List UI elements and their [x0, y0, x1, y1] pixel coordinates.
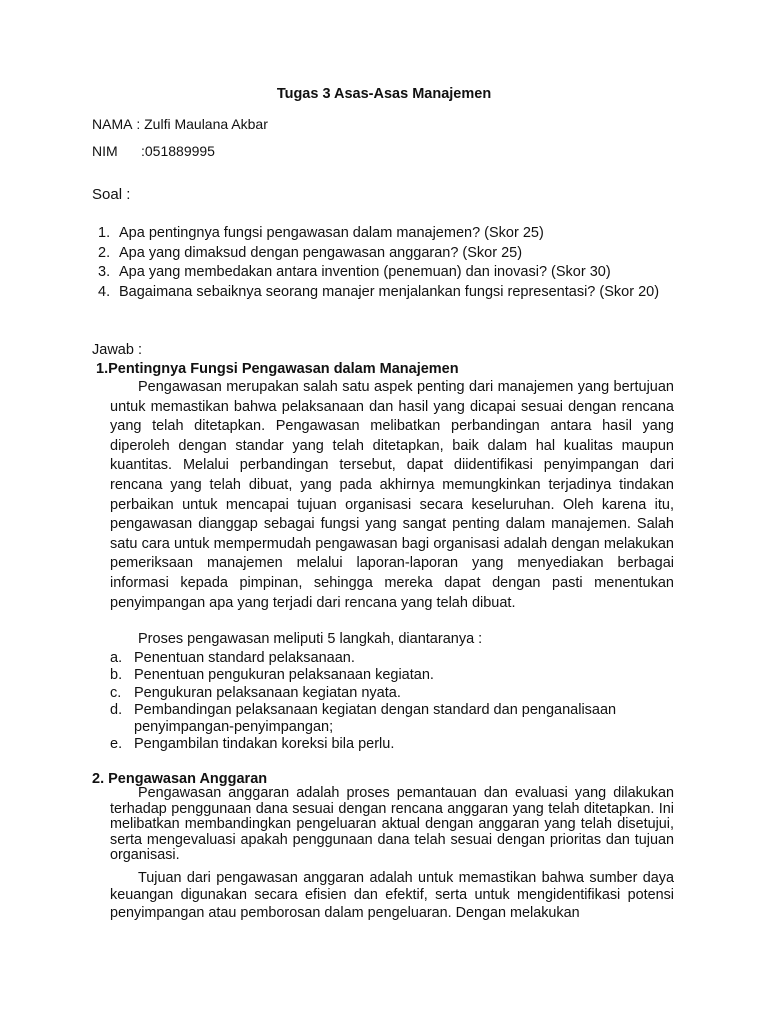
section-2-paragraph-1: Pengawasan anggaran adalah proses pemantauan dan evaluasi yang dilakukan terhadap penggunaan dana sesuai dengan rencana anggaran yang telah ditetapkan. Ini melibatkan membandingkan pengeluaran aktual dengan anggaran yang telah disetujui, serta mengevaluasi apakah penggunaan dana telah sesuai dengan prioritas dan tujuan organisasi.: [110, 785, 674, 864]
step-item: [92, 685, 674, 702]
section-2-heading: 2. Pengawasan Anggaran: [92, 771, 268, 787]
questions-list: [92, 224, 682, 302]
step-letter: e.: [110, 736, 123, 753]
step-text: Pembandingan pelaksanaan kegiatan dengan standard dan penganalisaan penyimpangan-penyimpangan;: [134, 701, 617, 736]
question-item: [92, 244, 682, 264]
nim-label: NIM: [92, 143, 118, 159]
section-1-heading: 1.Pentingnya Fungsi Pengawasan dalam Manajemen: [96, 361, 459, 377]
question-item: [92, 263, 682, 283]
step-letter: b.: [110, 667, 123, 684]
step-item: [92, 736, 674, 753]
step-text: Penentuan standard pelaksanaan.: [134, 650, 355, 666]
document-title: Tugas 3 Asas-Asas Manajemen: [276, 86, 492, 102]
question-number: 2.: [98, 244, 111, 261]
step-text: Pengambilan tindakan koreksi bila perlu.: [134, 736, 395, 753]
question-text: Apa yang dimaksud dengan pengawasan anggaran? (Skor 25): [119, 244, 523, 261]
name-value: : Zulfi Maulana Akbar: [136, 116, 268, 132]
step-text: Penentuan pengukuran pelaksanaan kegiatan.: [134, 667, 434, 684]
question-number: 3.: [98, 264, 111, 280]
student-nim-line: [92, 143, 215, 159]
answers-heading: Jawab :: [92, 342, 142, 358]
question-text: Bagaimana sebaiknya seorang manajer menjalankan fungsi representasi? (Skor 20): [119, 283, 660, 300]
step-item: [92, 667, 674, 684]
step-letter: a.: [110, 650, 123, 666]
step-item: [92, 702, 674, 737]
step-item: [92, 650, 674, 667]
question-text: Apa pentingnya fungsi pengawasan dalam manajemen? (Skor 25): [119, 225, 544, 241]
question-text: Apa yang membedakan antara invention (penemuan) dan inovasi? (Skor 30): [119, 264, 611, 280]
nim-value: :051889995: [141, 143, 215, 159]
step-letter: d.: [110, 701, 123, 718]
step-text: Pengukuran pelaksanaan kegiatan nyata.: [134, 684, 401, 701]
section-2-paragraph-2: Tujuan dari pengawasan anggaran adalah untuk memastikan bahwa sumber daya keuangan digunakan secara efisien dan efektif, serta untuk mengidentifikasi potensi penyimpangan atau pemborosan dalam pengeluaran. Dengan melakukan: [110, 870, 674, 921]
section-1-paragraph-2: Proses pengawasan meliputi 5 langkah, diantaranya :: [138, 631, 483, 647]
question-item: [92, 283, 682, 303]
step-letter: c.: [110, 684, 122, 701]
student-name-line: [92, 116, 268, 132]
control-steps-list: [92, 650, 674, 754]
question-item: [92, 224, 682, 244]
question-number: 1.: [98, 225, 111, 241]
question-number: 4.: [98, 283, 111, 300]
questions-heading: Soal :: [92, 186, 131, 203]
name-label: NAMA: [92, 116, 133, 132]
section-1-paragraph-1: Pengawasan merupakan salah satu aspek penting dari manajemen yang bertujuan untuk memastikan bahwa pelaksanaan dan hasil yang dicapai sesuai dengan rencana yang telah ditetapkan. Pengawasan melibatkan perbandingan antara hasil yang diperoleh dengan standar yang telah ditetapkan, baik dalam hal kualitas maupun kuantitas. Melalui perbandingan tersebut, dapat diidentifikasi penyimpangan dari rencana yang telah dibuat, yang pada akhirnya memungkinkan terjadinya tindakan perbaikan untuk mencapai tujuan organisasi secara keseluruhan. Oleh karena itu, pengawasan dianggap sebagai fungsi yang sangat penting dalam manajemen. Salah satu cara untuk mempermudah pengawasan bagi organisasi adalah dengan melakukan pemeriksaan manajemen melalui laporan-laporan yang menyediakan berbagai informasi kepada pimpinan, sehingga mereka dapat dengan pasti menentukan penyimpangan apa yang terjadi dari rencana yang telah dibuat.: [110, 379, 674, 611]
